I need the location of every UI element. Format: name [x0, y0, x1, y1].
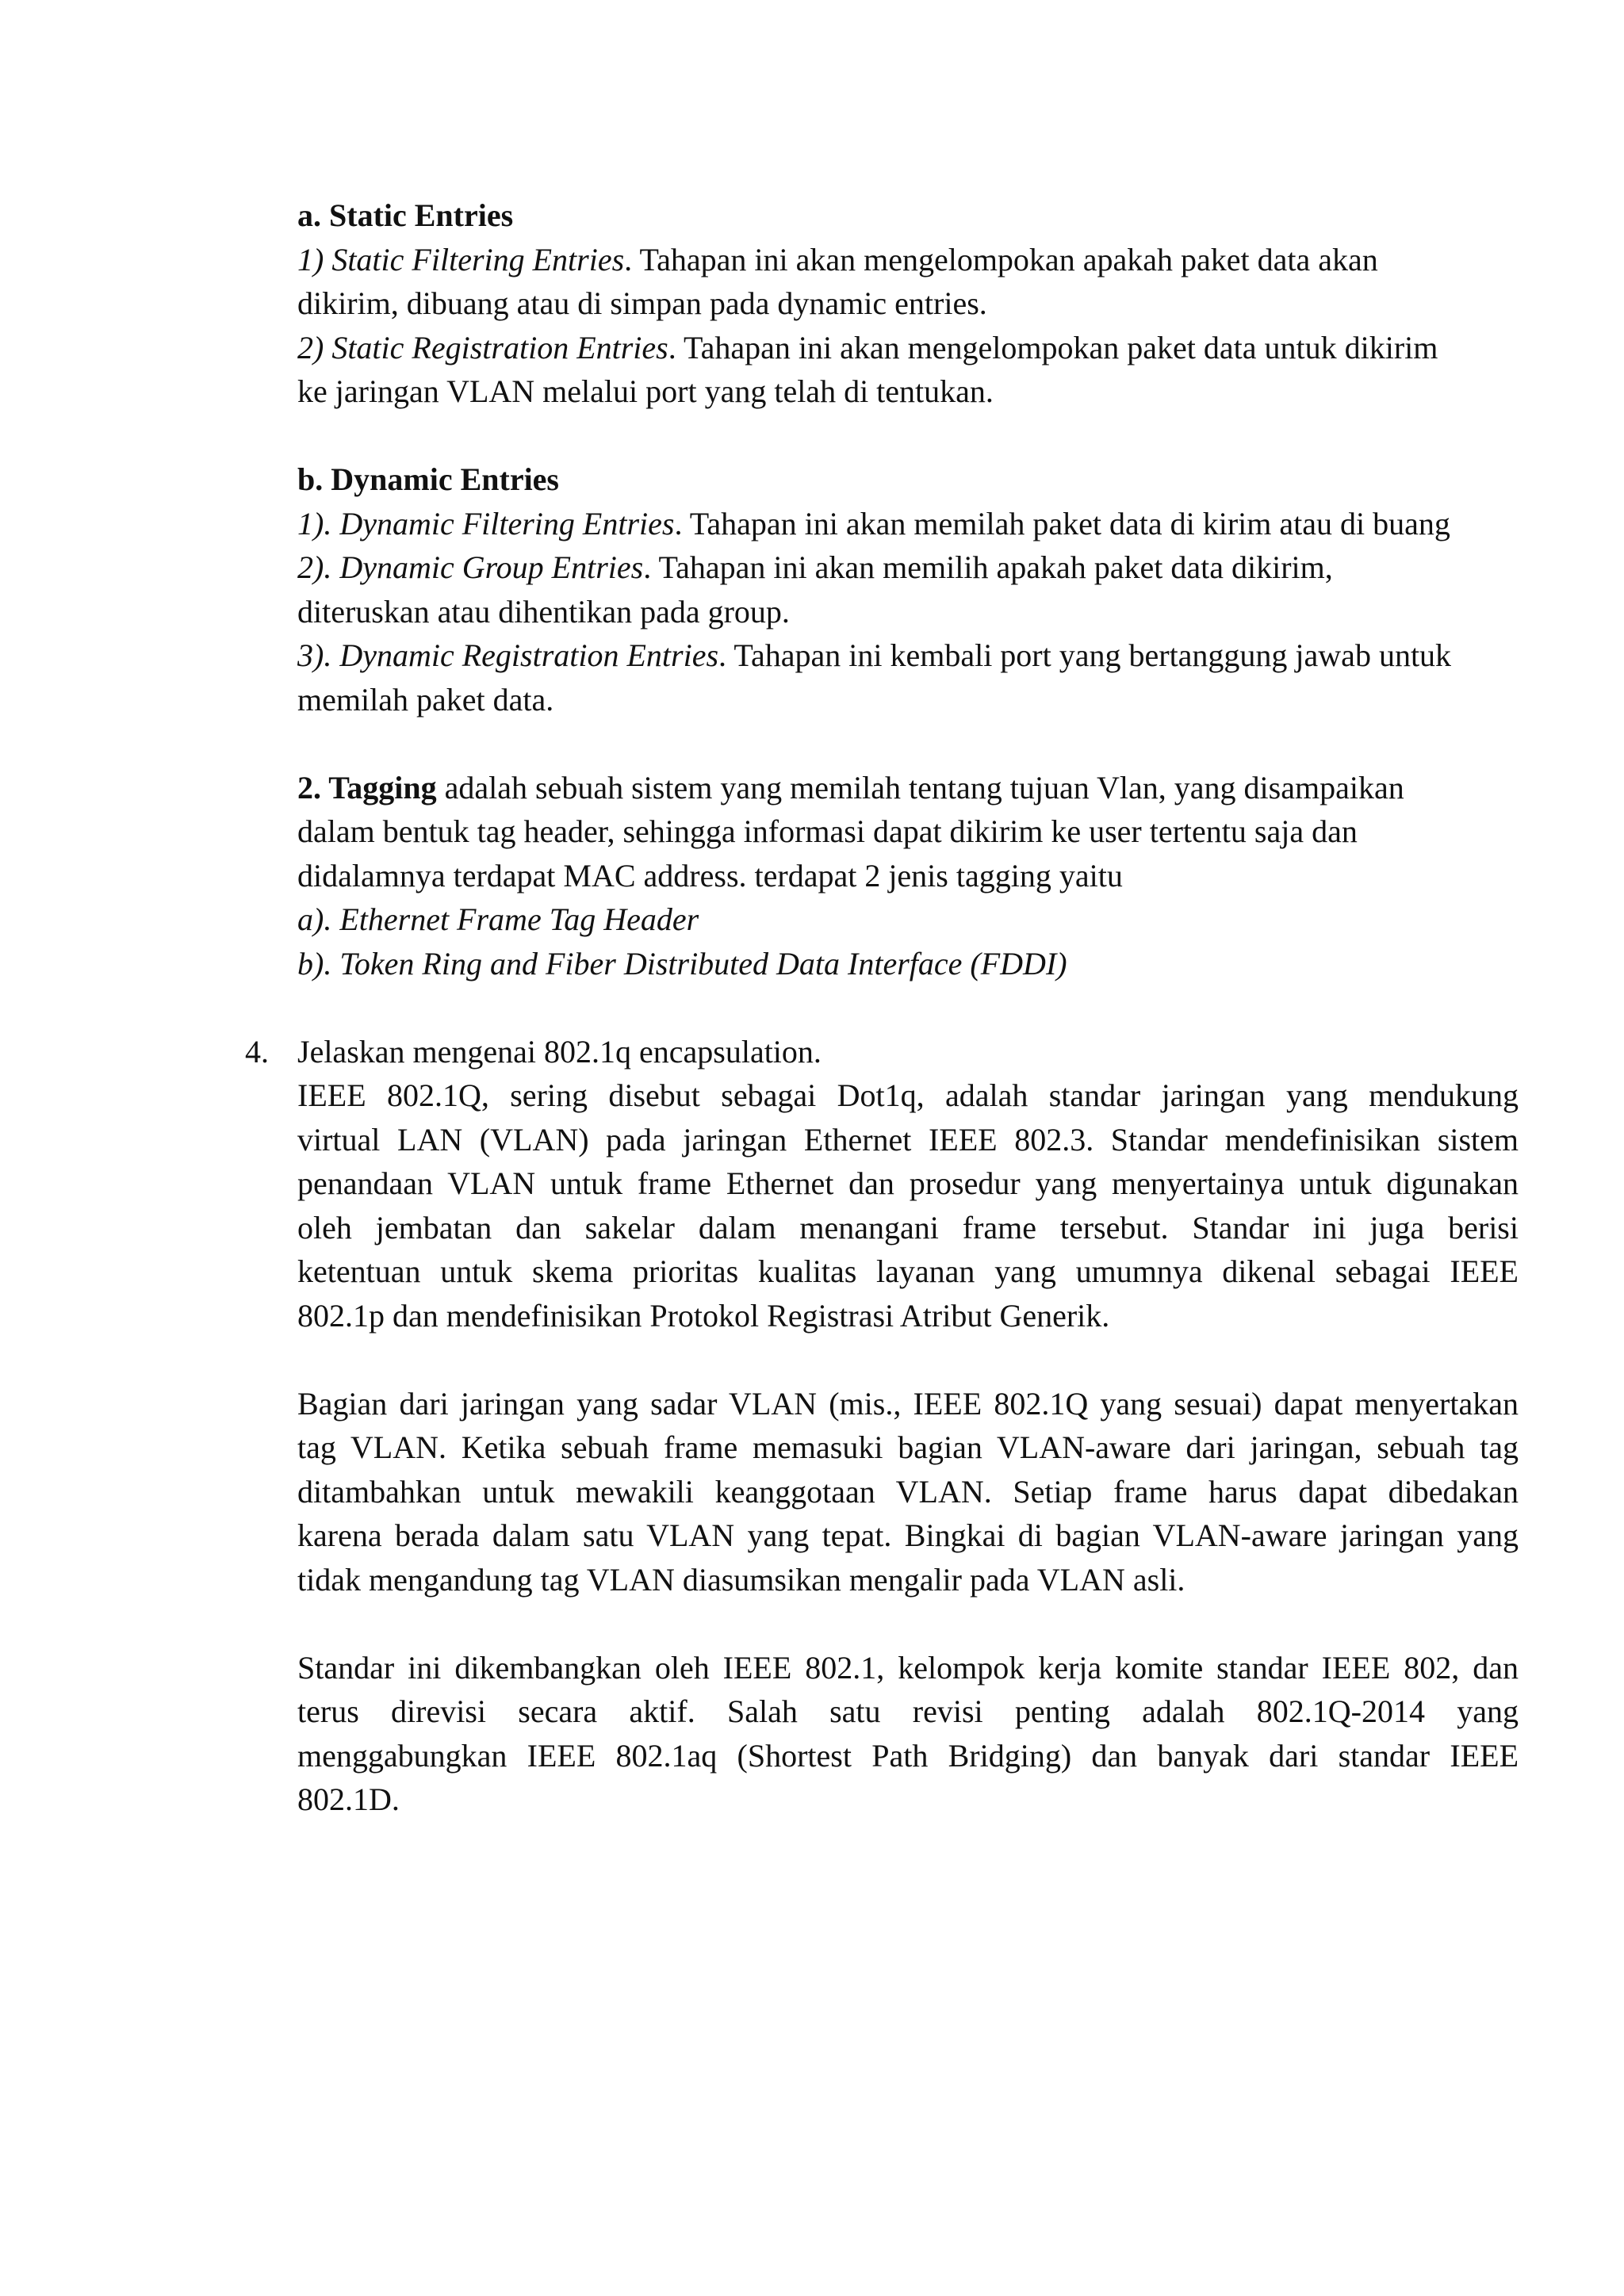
dynamic-registration-term: 3). Dynamic Registration Entries	[297, 637, 719, 673]
answer-line: ditambahkan untuk mewakili keanggotaan VLAN. Setiap frame harus dapat dibedakan	[297, 1473, 1519, 1510]
static-registration-entry	[297, 326, 1519, 370]
question-text: Jelaskan mengenai 802.1q encapsulation.	[297, 1033, 822, 1070]
paragraph-gap	[297, 1337, 1519, 1382]
answer-line: oleh jembatan dan sakelar dalam menangani frame tersebut. Standar ini juga berisi	[297, 1209, 1519, 1246]
answer-line: virtual LAN (VLAN) pada jaringan Ethernet IEEE 802.3. Standar mendefinisikan sistem	[297, 1121, 1519, 1158]
static-entries-section	[297, 193, 1519, 414]
answer-line: menggabungkan IEEE 802.1aq (Shortest Path Bridging) dan banyak dari standar IEEE	[297, 1737, 1519, 1774]
answer-line: ketentuan untuk skema prioritas kualitas layanan yang umumnya dikenal sebagai IEEE	[297, 1253, 1519, 1289]
dynamic-registration-text-cont: memilah paket data.	[297, 681, 554, 718]
answer-paragraph-1	[297, 1073, 1519, 1337]
tagging-intro	[297, 766, 1519, 810]
answer-line: penandaan VLAN untuk frame Ethernet dan prosedur yang menyertainya untuk digunakan	[297, 1165, 1519, 1201]
static-registration-text: . Tahapan ini akan mengelompokan paket data untuk dikirim	[668, 329, 1438, 365]
answer-line: IEEE 802.1Q, sering disebut sebagai Dot1q, adalah standar jaringan yang mendukung	[297, 1077, 1519, 1113]
tagging-label: 2. Tagging	[297, 769, 437, 806]
answer-paragraph-3	[297, 1646, 1519, 1822]
dynamic-filtering-term: 1). Dynamic Filtering Entries	[297, 505, 675, 541]
dynamic-registration-text: . Tahapan ini kembali port yang bertanggung jawab untuk	[718, 637, 1452, 673]
document-body	[245, 193, 1519, 1822]
dynamic-group-text: . Tahapan ini akan memilih apakah paket data dikirim,	[643, 549, 1333, 585]
static-registration-text-cont: ke jaringan VLAN melalui port yang telah di tentukan.	[297, 373, 994, 409]
question-number: 4.	[245, 1033, 269, 1070]
static-filtering-entry	[297, 238, 1519, 282]
question-4	[245, 1030, 1519, 1074]
question-4-section	[245, 1030, 1519, 1822]
static-filtering-text-cont: dikirim, dibuang atau di simpan pada dynamic entries.	[297, 285, 987, 321]
paragraph-gap	[297, 985, 1519, 1030]
dynamic-group-entry	[297, 545, 1519, 590]
answer-paragraph-2	[297, 1382, 1519, 1602]
answer-line: karena berada dalam satu VLAN yang tepat. Bingkai di bagian VLAN-aware jaringan yang	[297, 1517, 1519, 1553]
answer-line-last: tidak mengandung tag VLAN diasumsikan mengalir pada VLAN asli.	[297, 1561, 1185, 1598]
paragraph-gap	[297, 414, 1519, 458]
answer-line: tag VLAN. Ketika sebuah frame memasuki bagian VLAN-aware dari jaringan, sebuah tag	[297, 1429, 1519, 1465]
paragraph-gap	[297, 1601, 1519, 1646]
dynamic-entries-section	[297, 457, 1519, 721]
paragraph-gap	[297, 721, 1519, 766]
tagging-text-line: dalam bentuk tag header, sehingga informasi dapat dikirim ke user tertentu saja dan	[297, 813, 1358, 849]
dynamic-group-term: 2). Dynamic Group Entries	[297, 549, 644, 585]
static-entries-heading: a. Static Entries	[297, 197, 514, 233]
tagging-text-line: didalamnya terdapat MAC address. terdapat 2 jenis tagging yaitu	[297, 857, 1123, 894]
dynamic-group-text-cont: diteruskan atau dihentikan pada group.	[297, 593, 790, 629]
tagging-type-a: a). Ethernet Frame Tag Header	[297, 901, 699, 937]
dynamic-entries-heading: b. Dynamic Entries	[297, 461, 559, 497]
tagging-type-b: b). Token Ring and Fiber Distributed Data Interface (FDDI)	[297, 945, 1067, 982]
dynamic-filtering-entry	[297, 502, 1519, 546]
answer-line: Standar ini dikembangkan oleh IEEE 802.1, kelompok kerja komite standar IEEE 802, dan	[297, 1649, 1519, 1686]
dynamic-filtering-text: . Tahapan ini akan memilah paket data di kirim atau di buang	[674, 505, 1450, 541]
answer-line: Bagian dari jaringan yang sadar VLAN (mis., IEEE 802.1Q yang sesuai) dapat menyertakan	[297, 1385, 1519, 1422]
static-filtering-term: 1) Static Filtering Entries	[297, 241, 625, 277]
tagging-section	[297, 766, 1519, 986]
static-filtering-text: . Tahapan ini akan mengelompokan apakah paket data akan	[624, 241, 1378, 277]
answer-line-last: 802.1D.	[297, 1781, 400, 1817]
tagging-text: adalah sebuah sistem yang memilah tentang tujuan Vlan, yang disampaikan	[436, 769, 1404, 806]
static-registration-term: 2) Static Registration Entries	[297, 329, 668, 365]
answer-line: terus direvisi secara aktif. Salah satu revisi penting adalah 802.1Q-2014 yang	[297, 1693, 1519, 1729]
dynamic-registration-entry	[297, 633, 1519, 678]
answer-line-last: 802.1p dan mendefinisikan Protokol Registrasi Atribut Generik.	[297, 1297, 1110, 1334]
